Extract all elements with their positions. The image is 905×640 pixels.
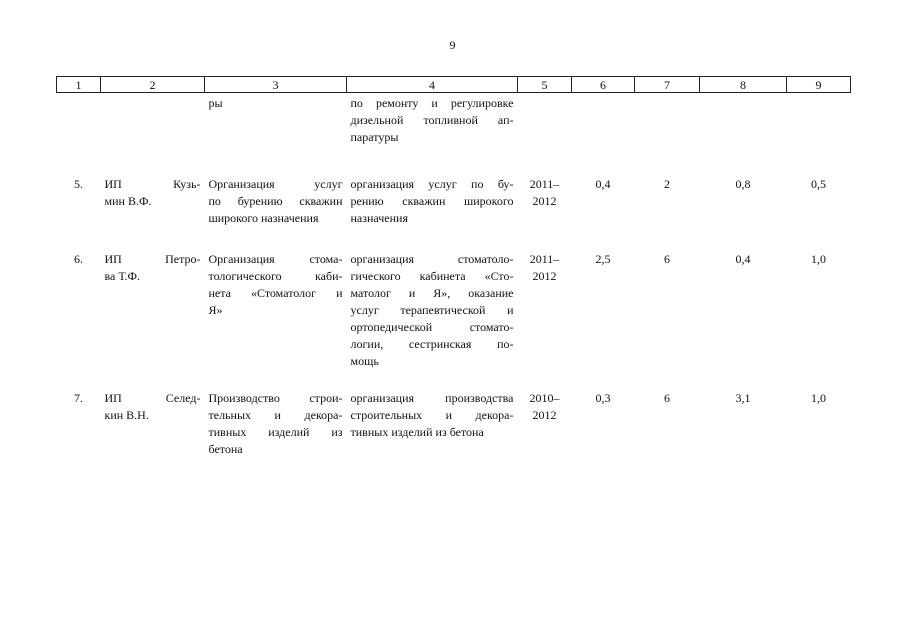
cell-line: Организация услуг bbox=[208, 177, 343, 191]
period-cell bbox=[518, 93, 572, 147]
cell-line: по бурению скважин bbox=[208, 194, 343, 208]
value-cell-6: 0,4 bbox=[595, 177, 611, 191]
value-cell-8: 0,8 bbox=[735, 177, 751, 191]
header-col-6: 6 bbox=[572, 77, 635, 93]
project-cell bbox=[347, 93, 518, 147]
cell-line: Я» bbox=[208, 303, 223, 317]
value-cell-8: 0,4 bbox=[735, 252, 751, 266]
table-row bbox=[57, 370, 851, 458]
cell-line: логии, сестринская по- bbox=[350, 337, 514, 351]
cell-line: матолог и Я», оказание bbox=[350, 286, 514, 300]
period-line: 2012 bbox=[532, 269, 557, 283]
owner-cell bbox=[101, 370, 205, 458]
table-row bbox=[57, 146, 851, 227]
cell-line: гического кабинета «Сто- bbox=[350, 269, 514, 283]
value-cell-9: 1,0 bbox=[811, 252, 826, 266]
cell-line: строительных и декора- bbox=[350, 408, 514, 422]
value-cell-8 bbox=[700, 93, 787, 147]
activity-cell bbox=[205, 146, 347, 227]
value-cell-6: 0,3 bbox=[595, 391, 611, 405]
project-cell bbox=[347, 146, 518, 227]
period-line: 2010– bbox=[529, 391, 560, 405]
cell-line: организация производства bbox=[350, 391, 514, 405]
activity-cell bbox=[205, 227, 347, 370]
cell-line: ИП Петро- bbox=[104, 252, 201, 266]
row-number: 7. bbox=[74, 391, 83, 405]
table-body bbox=[57, 93, 851, 459]
activity-cell bbox=[205, 93, 347, 147]
project-cell bbox=[347, 370, 518, 458]
period-line: 2012 bbox=[532, 408, 557, 422]
period-cell bbox=[518, 227, 572, 370]
cell-line: тивных изделий из бетона bbox=[350, 425, 484, 439]
header-row bbox=[57, 77, 851, 93]
header-col-9: 9 bbox=[787, 77, 851, 93]
cell-line: тивных изделий из bbox=[208, 425, 343, 439]
header-col-3: 3 bbox=[205, 77, 347, 93]
cell-line: ортопедической стомато- bbox=[350, 320, 514, 334]
cell-line: организация стоматоло- bbox=[350, 252, 514, 266]
cell-line: тологического каби- bbox=[208, 269, 343, 283]
table-row bbox=[57, 227, 851, 370]
cell-line: ИП Селед- bbox=[104, 391, 201, 405]
table-header bbox=[57, 77, 851, 93]
cell-line: ры bbox=[208, 96, 223, 110]
project-cell bbox=[347, 227, 518, 370]
period-cell bbox=[518, 370, 572, 458]
cell-line: услуг терапевтической и bbox=[350, 303, 514, 317]
period-cell bbox=[518, 146, 572, 227]
cell-line: ИП Кузь- bbox=[104, 177, 201, 191]
page-number: 9 bbox=[449, 38, 456, 52]
header-col-5: 5 bbox=[518, 77, 572, 93]
header-col-8: 8 bbox=[700, 77, 787, 93]
row-number: 6. bbox=[74, 252, 83, 266]
value-cell-7 bbox=[635, 93, 700, 147]
period-line: 2012 bbox=[532, 194, 557, 208]
activity-cell bbox=[205, 370, 347, 458]
header-col-2: 2 bbox=[101, 77, 205, 93]
value-cell-6: 2,5 bbox=[595, 252, 611, 266]
cell-line: рению скважин широкого bbox=[350, 194, 514, 208]
cell-line: Организация стома- bbox=[208, 252, 343, 266]
owner-cell bbox=[101, 93, 205, 147]
table-row bbox=[57, 93, 851, 147]
cell-line: ва Т.Ф. bbox=[104, 269, 140, 283]
value-cell-7: 6 bbox=[664, 252, 670, 266]
cell-line: дизельной топливной ап- bbox=[350, 113, 514, 127]
cell-line: мин В.Ф. bbox=[104, 194, 152, 208]
period-line: 2011– bbox=[529, 252, 560, 266]
value-cell-9 bbox=[787, 93, 851, 147]
cell-line: тельных и декора- bbox=[208, 408, 343, 422]
row-number: 5. bbox=[74, 177, 83, 191]
cell-line: назначения bbox=[350, 211, 408, 225]
cell-line: широкого назначения bbox=[208, 211, 319, 225]
header-col-7: 7 bbox=[635, 77, 700, 93]
value-cell-6 bbox=[572, 93, 635, 147]
period-line: 2011– bbox=[529, 177, 560, 191]
owner-cell bbox=[101, 227, 205, 370]
value-cell-7: 6 bbox=[664, 391, 670, 405]
value-cell-9: 0,5 bbox=[811, 177, 826, 191]
row-number bbox=[57, 93, 101, 147]
value-cell-8: 3,1 bbox=[735, 391, 751, 405]
cell-line: кин В.Н. bbox=[104, 408, 149, 422]
value-cell-7: 2 bbox=[664, 177, 670, 191]
cell-line: организация услуг по бу- bbox=[350, 177, 514, 191]
cell-line: бетона bbox=[208, 442, 243, 456]
cell-line: Производство строи- bbox=[208, 391, 343, 405]
projects-table bbox=[56, 76, 851, 458]
header-col-1: 1 bbox=[57, 77, 101, 93]
cell-line: по ремонту и регулировке bbox=[350, 96, 514, 110]
cell-line: мощь bbox=[350, 354, 379, 368]
header-col-4: 4 bbox=[347, 77, 518, 93]
owner-cell bbox=[101, 146, 205, 227]
cell-line: нета «Стоматолог и bbox=[208, 286, 343, 300]
cell-line: паратуры bbox=[350, 130, 399, 144]
value-cell-9: 1,0 bbox=[811, 391, 826, 405]
